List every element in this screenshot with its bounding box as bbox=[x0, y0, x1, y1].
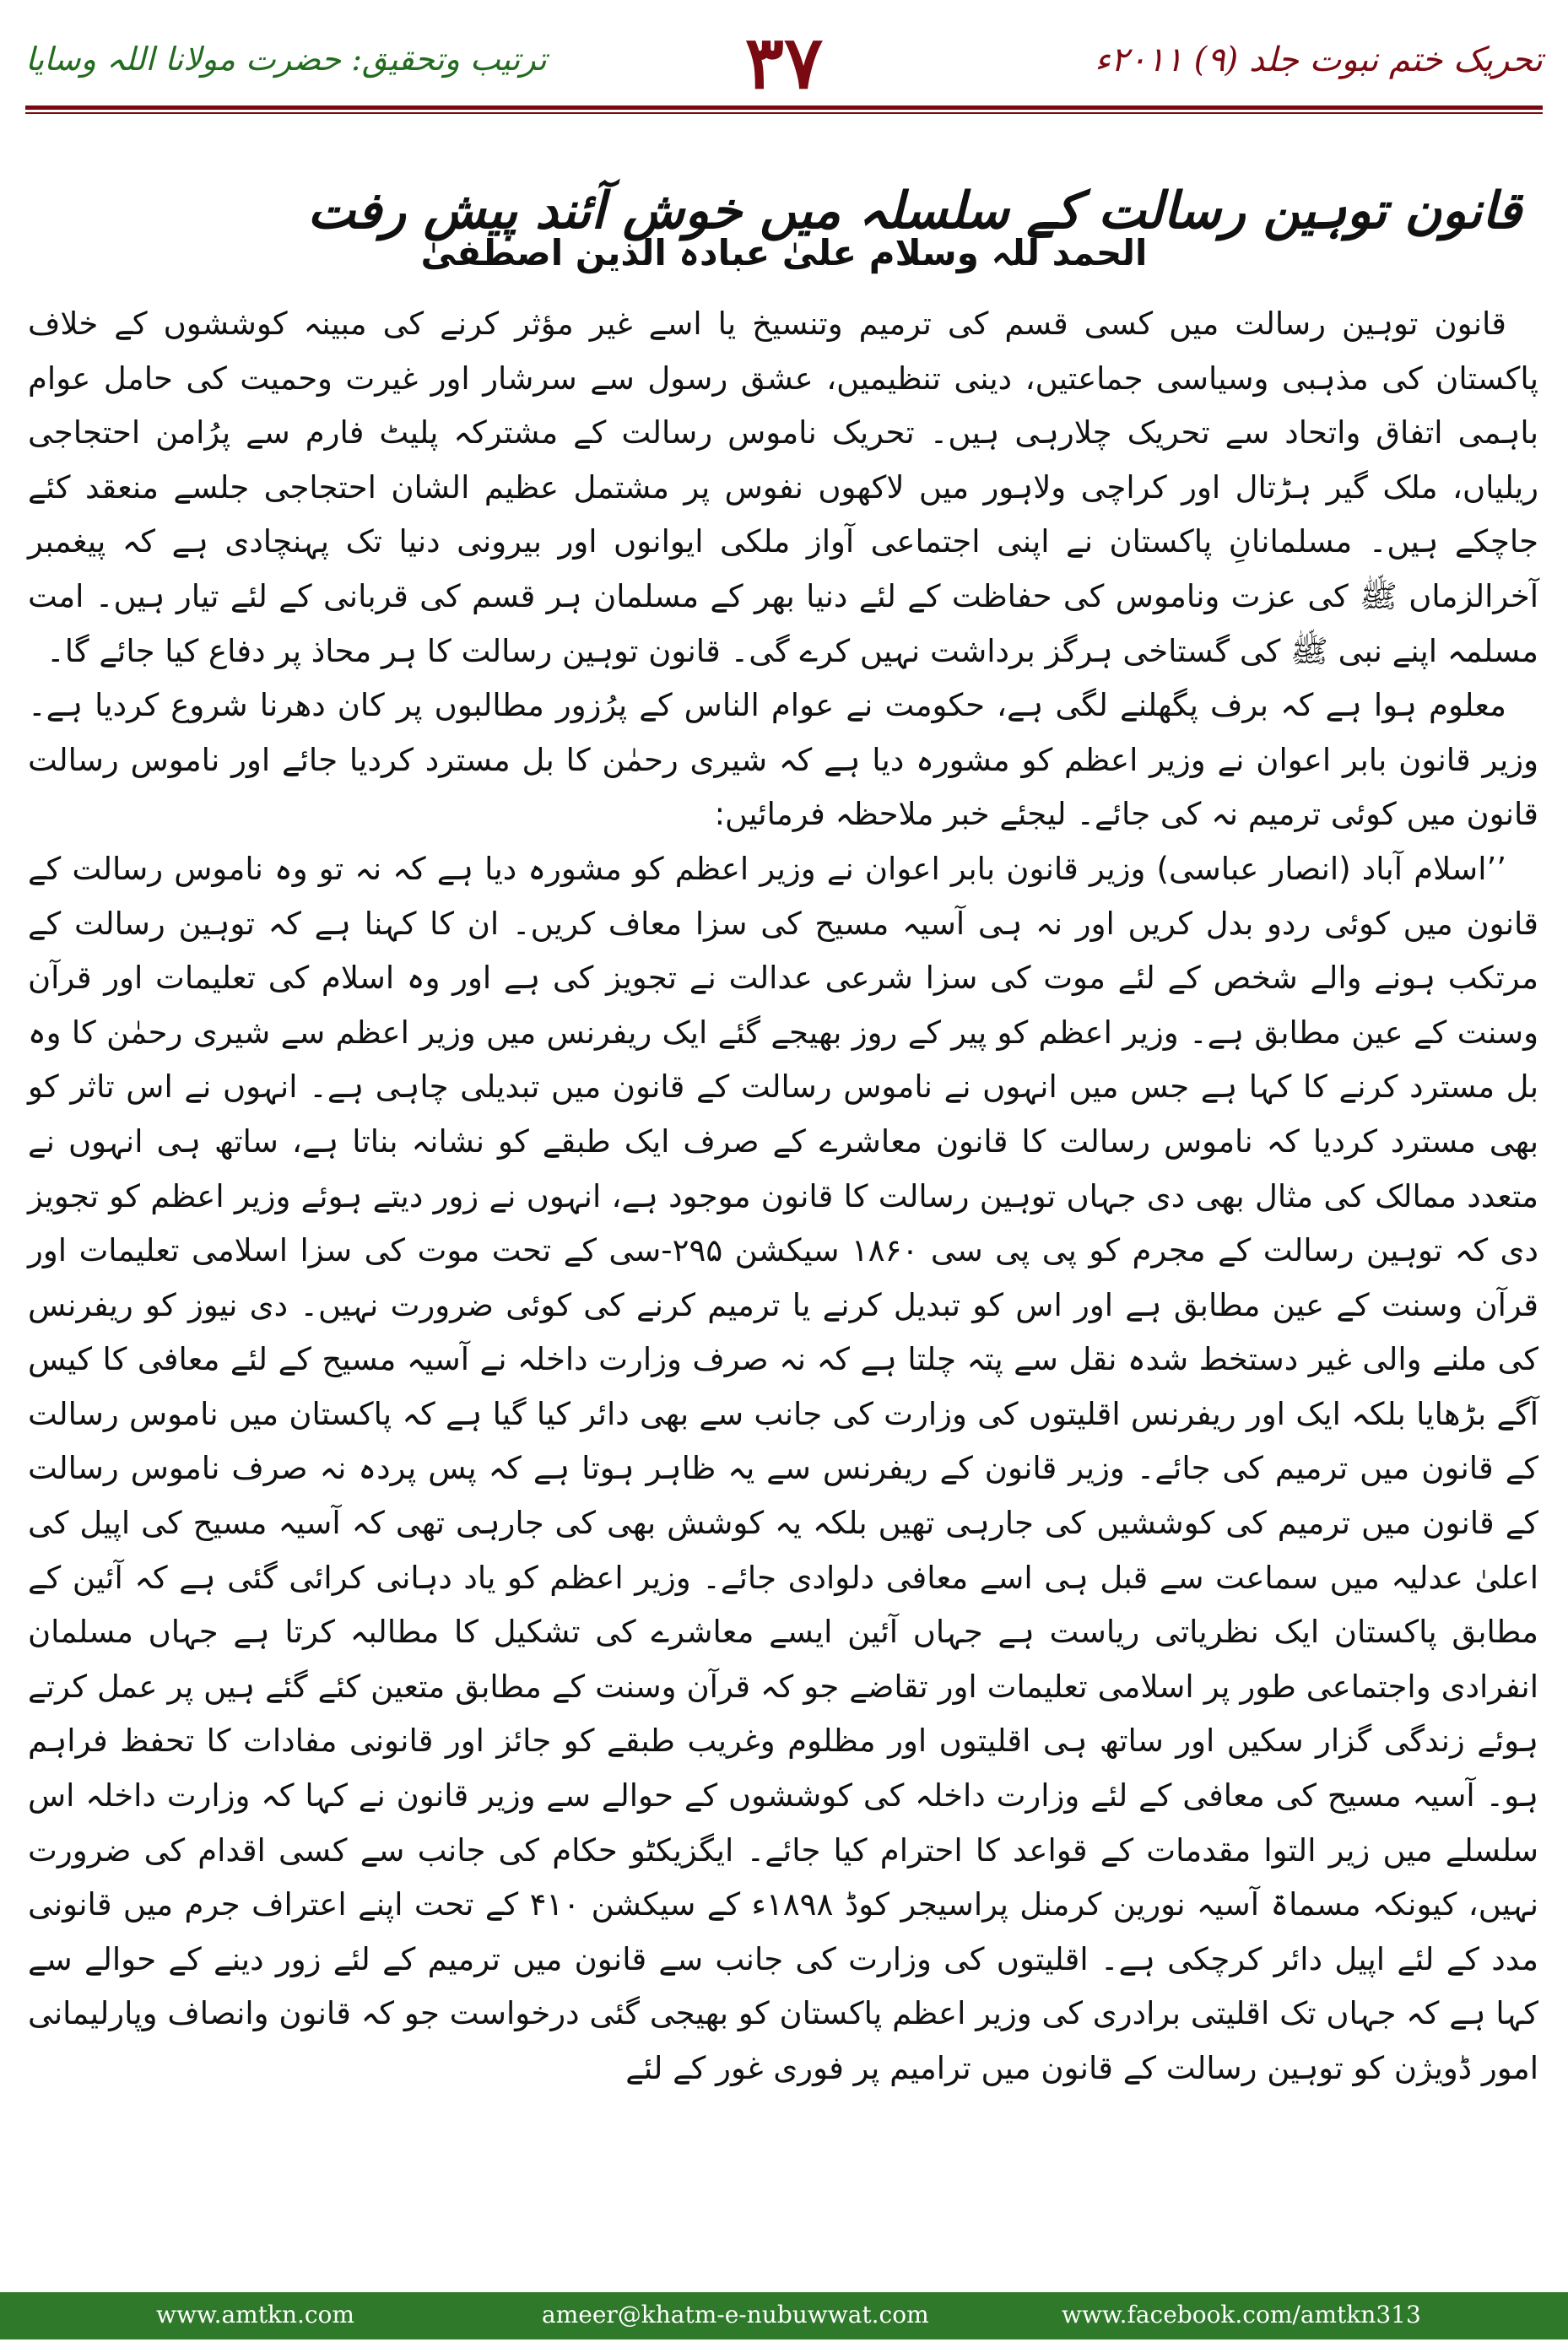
header-rule-thin bbox=[25, 112, 1543, 114]
paragraph: قانون توہین رسالت میں کسی قسم کی ترمیم وتنسیخ یا اسے غیر مؤثر کرنے کی مبینہ کوششوں کے خلاف پاکستان کی مذہبی وسیاسی جماعتیں، دینی تنظیمیں، عشق رسول سے سرشار اور غیرت وحمیت کی حامل عوام باہمی اتفاق واتحاد سے تحریک چلارہی ہیں۔ تحریک ناموس رسالت کے مشترکہ پلیٹ فارم سے پرُامن احتجاجی ریلیاں، ملک گیر ہڑتال اور کراچی ولاہور میں لاکھوں نفوس پر مشتمل عظیم الشان احتجاجی جلسے منعقد کئے جاچکے ہیں۔ مسلمانانِ پاکستان نے اپنی اجتماعی آواز ملکی ایوانوں اور بیرونی دنیا تک پہنچادی ہے کہ پیغمبر آخرالزماں ﷺ کی عزت وناموس کی حفاظت کے لئے دنیا بھر کے مسلمان ہر قسم کی قربانی کے لئے تیار ہیں۔ امت مسلمہ اپنے نبی ﷺ کی گستاخی ہرگز برداشت نہیں کرے گی۔ قانون توہین رسالت کا ہر محاذ پر دفاع کیا جائے گا۔ bbox=[28, 306, 1538, 669]
page-number: ۳۷ bbox=[744, 20, 824, 105]
compiler-credit: ترتیب وتحقیق: حضرت مولانا اللہ وسایا bbox=[25, 41, 547, 78]
article-body bbox=[28, 297, 1538, 2096]
header-rule bbox=[25, 105, 1543, 110]
news-quote: ’’اسلام آباد (انصار عباسی) وزیر قانون بابر اعوان نے وزیر اعظم کو مشورہ دیا ہے کہ نہ تو وہ ناموس رسالت کے قانون میں کوئی ردو بدل کریں اور نہ ہی آسیہ مسیح کی سزا معاف کریں۔ ان کا کہنا ہے کہ توہین رسالت کے مرتکب ہونے والے شخص کے لئے موت کی سزا شرعی عدالت نے تجویز کی ہے اور وہ اسلام کی تعلیمات اور قرآن وسنت کے عین مطابق ہے۔ وزیر اعظم کو پیر کے روز بھیجے گئے ایک ریفرنس میں وزیر اعظم سے شیری رحمٰن کا وہ بل مسترد کرنے کا کہا ہے جس میں انہوں نے ناموس رسالت کے قانون میں تبدیلی چاہی ہے۔ انہوں نے اس تاثر کو بھی مسترد کردیا کہ ناموس رسالت کا قانون معاشرے کے صرف ایک طبقے کو نشانہ بناتا ہے، ساتھ ہی انہوں نے متعدد ممالک کی مثال بھی دی جہاں توہین رسالت کا قانون موجود ہے، انہوں نے زور دیتے ہوئے وزیر اعظم کو تجویز دی کہ توہین رسالت کے مجرم کو پی پی سی ۱۸۶۰ سیکشن ۲۹۵-سی کے تحت موت کی سزا اسلامی تعلیمات اور قرآن وسنت کے عین مطابق ہے اور اس کو تبدیل کرنے یا ترمیم کرنے کی کوئی ضرورت نہیں۔ دی نیوز کو ریفرنس کی ملنے والی غیر دستخط شدہ نقل سے پتہ چلتا ہے کہ نہ صرف وزارت داخلہ نے آسیہ مسیح کے لئے معافی کا کیس آگے بڑھایا بلکہ ایک اور ریفرنس اقلیتوں کی وزارت کی جانب سے بھی دائر کیا گیا ہے کہ پاکستان میں ناموس رسالت کے قانون میں ترمیم کی جائے۔ وزیر قانون کے ریفرنس سے یہ ظاہر ہوتا ہے کہ پس پردہ نہ صرف ناموس رسالت کے قانون میں ترمیم کی کوششیں کی جارہی تھیں بلکہ یہ کوشش بھی کی جارہی تھی کہ آسیہ مسیح کی اپیل کی اعلیٰ عدلیہ میں سماعت سے قبل ہی اسے معافی دلوادی جائے۔ وزیر اعظم کو یاد دہانی کرائی گئی ہے کہ آئین کے مطابق پاکستان ایک نظریاتی ریاست ہے جہاں آئین ایسے معاشرے کی تشکیل کا مطالبہ کرتا ہے جہاں مسلمان انفرادی واجتماعی طور پر اسلامی تعلیمات اور تقاضے جو کہ قرآن وسنت کے مطابق متعین کئے گئے ہیں پر عمل کرتے ہوئے زندگی گزار سکیں اور ساتھ ہی اقلیتوں اور مظلوم وغریب طبقے کو جائز اور قانونی مفادات کا تحفظ فراہم ہو۔ آسیہ مسیح کی معافی کے لئے وزارت داخلہ کی کوششوں کے حوالے سے وزیر قانون نے کہا کہ وزارت داخلہ اس سلسلے میں زیر التوا مقدمات کے قواعد کا احترام کیا جائے۔ ایگزیکٹو حکام کی جانب سے کسی اقدام کی ضرورت نہیں، کیونکہ مسماۃ آسیہ نورین کرمنل پراسیجر کوڈ ۱۸۹۸ء کے سیکشن ۴۱۰ کے تحت اپنے اعتراف جرم میں قانونی مدد کے لئے اپیل دائر کرچکی ہے۔ اقلیتوں کی وزارت کی جانب سے قانون میں ترمیم کے لئے زور دینے کے حوالے سے کہا ہے کہ جہاں تک اقلیتی برادری کی وزیر اعظم پاکستان کو بھیجی گئی درخواست جو کہ قانون وانصاف وپارلیمانی امور ڈویژن کو توہین رسالت کے قانون میں ترامیم پر فوری غور کے لئے bbox=[28, 850, 1539, 2086]
opening-invocation: الحمد للہ وسلام علیٰ عبادہ الذین اصطفیٰ bbox=[420, 232, 1148, 273]
facebook-link[interactable]: www.facebook.com/amtkn313 bbox=[1062, 2301, 1421, 2328]
page-header bbox=[25, 17, 1543, 114]
paragraph: معلوم ہوا ہے کہ برف پگھلنے لگی ہے، حکومت نے عوام الناس کے پرُزور مطالبوں پر کان دھرنا شروع کردیا ہے۔ وزیر قانون بابر اعوان نے وزیر اعظم کو مشورہ دیا ہے کہ شیری رحمٰن کا بل مسترد کردیا جائے اور ناموس رسالت قانون میں کوئی ترمیم نہ کی جائے۔ لیجئے خبر ملاحظہ فرمائیں: bbox=[28, 687, 1538, 833]
footer-bar bbox=[0, 2292, 1568, 2339]
article-title: قانون توہین رسالت کے سلسلہ میں خوش آئند پیش رفت bbox=[307, 181, 1522, 241]
email-link[interactable]: ameer@khatm-e-nubuwwat.com bbox=[542, 2301, 929, 2328]
series-title: تحریک ختم نبوت جلد (۹) ۲۰۱۱ء bbox=[1095, 41, 1543, 79]
website-link[interactable]: www.amtkn.com bbox=[156, 2301, 354, 2328]
